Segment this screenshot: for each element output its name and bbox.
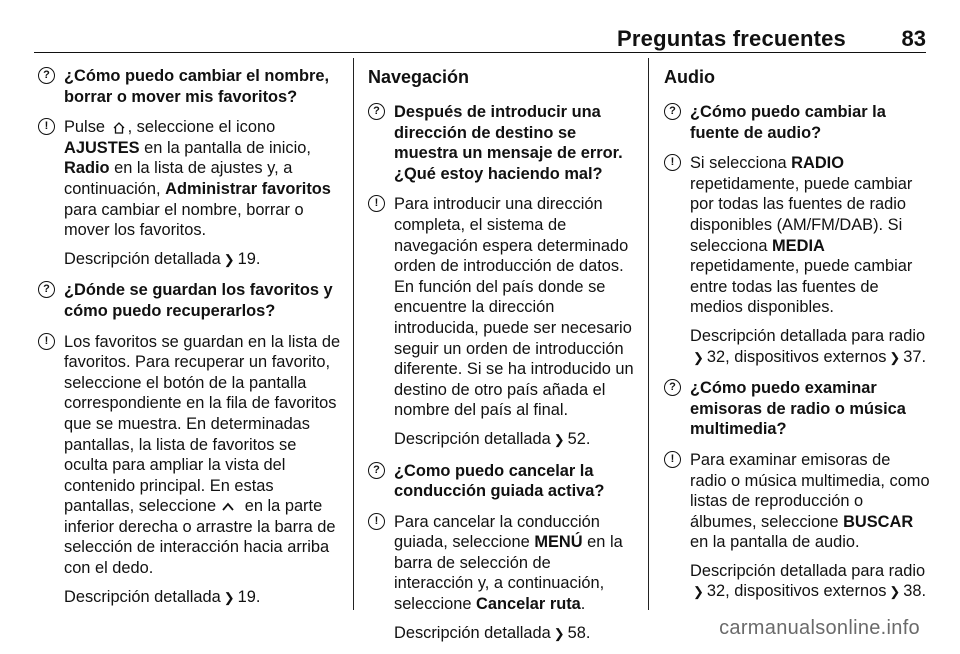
exclamation-icon: ! bbox=[368, 513, 385, 530]
chevron-up-icon bbox=[222, 501, 234, 513]
column-2 bbox=[368, 66, 634, 654]
page-ref-arrow-icon: ❯ bbox=[223, 251, 235, 267]
page-ref-arrow-icon: ❯ bbox=[889, 584, 901, 600]
question-text: ¿Cómo puedo cambiar el nombre, borrar o mover mis favoritos? bbox=[64, 67, 330, 106]
reference-line: Descripción detallada para radio ❯ 32, dispositivos externos ❯ 38. bbox=[690, 561, 930, 603]
faq-question bbox=[38, 66, 344, 107]
question-mark-icon: ? bbox=[38, 281, 55, 298]
page-ref-arrow-icon: ❯ bbox=[553, 625, 565, 641]
header-rule bbox=[34, 52, 926, 53]
faq-question bbox=[368, 461, 634, 502]
faq-answer bbox=[38, 332, 344, 609]
exclamation-icon: ! bbox=[38, 118, 55, 135]
faq-answer bbox=[664, 450, 930, 603]
question-text: Después de introducir una dirección de destino se muestra un mensaje de error. ¿Qué estoy haciendo mal? bbox=[394, 103, 623, 183]
question-mark-icon: ? bbox=[368, 462, 385, 479]
faq-question bbox=[664, 102, 930, 143]
exclamation-icon: ! bbox=[368, 195, 385, 212]
reference-line: Descripción detallada ❯ 52. bbox=[394, 429, 634, 451]
question-text: ¿Cómo puedo examinar emisoras de radio o música multimedia? bbox=[690, 379, 906, 439]
faq-answer bbox=[368, 512, 634, 645]
faq-answer bbox=[368, 194, 634, 450]
question-mark-icon: ? bbox=[38, 67, 55, 84]
reference-line: Descripción detallada ❯ 19. bbox=[64, 587, 344, 609]
reference-line: Descripción detallada para radio ❯ 32, dispositivos externos ❯ 37. bbox=[690, 326, 930, 368]
home-icon bbox=[112, 121, 126, 135]
question-mark-icon: ? bbox=[664, 103, 681, 120]
section-heading: Audio bbox=[664, 67, 715, 87]
faq-question bbox=[368, 102, 634, 184]
faq-question bbox=[664, 378, 930, 440]
page-ref-arrow-icon: ❯ bbox=[889, 349, 901, 365]
page-ref-arrow-icon: ❯ bbox=[693, 349, 704, 365]
question-mark-icon: ? bbox=[368, 103, 385, 120]
page-ref-arrow-icon: ❯ bbox=[553, 431, 565, 447]
column-1 bbox=[38, 66, 344, 618]
faq-answer bbox=[38, 117, 344, 270]
answer-text: Los favoritos se guardan en la lista de favoritos. Para recuperar un favorito, seleccione el botón de la pantalla correspondiente en la fila de favoritos que se muestra. En determinadas pantallas, la lista de favoritos se oculta para ampliar la vista del contenido principal. En estas pantallas, seleccione en la parte inferior derecha o arrastre la barra de selección de interacción hacia arriba con el dedo. bbox=[64, 332, 341, 578]
page-ref-arrow-icon: ❯ bbox=[693, 584, 704, 600]
exclamation-icon: ! bbox=[664, 451, 681, 468]
answer-text: Para examinar emisoras de radio o música multimedia, como listas de reproducción o álbumes, seleccione BUSCAR en la pantalla de audio. bbox=[690, 450, 930, 552]
watermark: carmanualsonline.info bbox=[719, 617, 920, 639]
answer-text: Para introducir una dirección completa, el sistema de navegación espera determinado orden de introducción de datos. En función del país donde se encuentre la dirección introducida, puede ser necesario seguir un orden de introducción diferente. Si se ha introducido un destino de otro país añada el nombre del país al final. bbox=[394, 195, 634, 420]
faq-question bbox=[38, 280, 344, 321]
section-title: Preguntas frecuentes bbox=[617, 26, 846, 51]
exclamation-icon: ! bbox=[664, 154, 681, 171]
answer-text: Si selecciona RADIO repetidamente, puede cambiar por todas las fuentes de radio disponibles (AM/FM/DAB). Si selecciona MEDIA repetidamente, puede cambiar entre todas las fuentes de medios disponibles. bbox=[690, 154, 913, 317]
page-header bbox=[34, 26, 926, 50]
section-heading: Navegación bbox=[368, 67, 470, 87]
question-mark-icon: ? bbox=[664, 379, 681, 396]
page-number: 83 bbox=[901, 26, 926, 51]
question-text: ¿Dónde se guardan los favoritos y cómo puedo recuperarlos? bbox=[64, 281, 333, 320]
column-divider-1 bbox=[353, 58, 354, 610]
question-text: ¿Cómo puedo cambiar la fuente de audio? bbox=[690, 103, 886, 142]
column-divider-2 bbox=[648, 58, 649, 610]
page-ref-arrow-icon: ❯ bbox=[223, 589, 235, 605]
column-3 bbox=[664, 66, 930, 613]
question-text: ¿Como puedo cancelar la conducción guiada activa? bbox=[394, 461, 605, 501]
reference-line: Descripción detallada ❯ 58. bbox=[394, 623, 634, 645]
exclamation-icon: ! bbox=[38, 333, 55, 350]
faq-answer bbox=[664, 153, 930, 368]
answer-text: Para cancelar la conducción guiada, seleccione MENÚ en la barra de selección de interacción y, a continuación, seleccione Cancelar ruta. bbox=[394, 512, 623, 614]
reference-line: Descripción detallada ❯ 19. bbox=[64, 249, 344, 271]
answer-text: Pulse , seleccione el icono AJUSTES en la pantalla de inicio, Radio en la lista de ajustes y, a continuación, Administrar favoritos para cambiar el nombre, borrar o mover los favoritos. bbox=[64, 118, 331, 240]
